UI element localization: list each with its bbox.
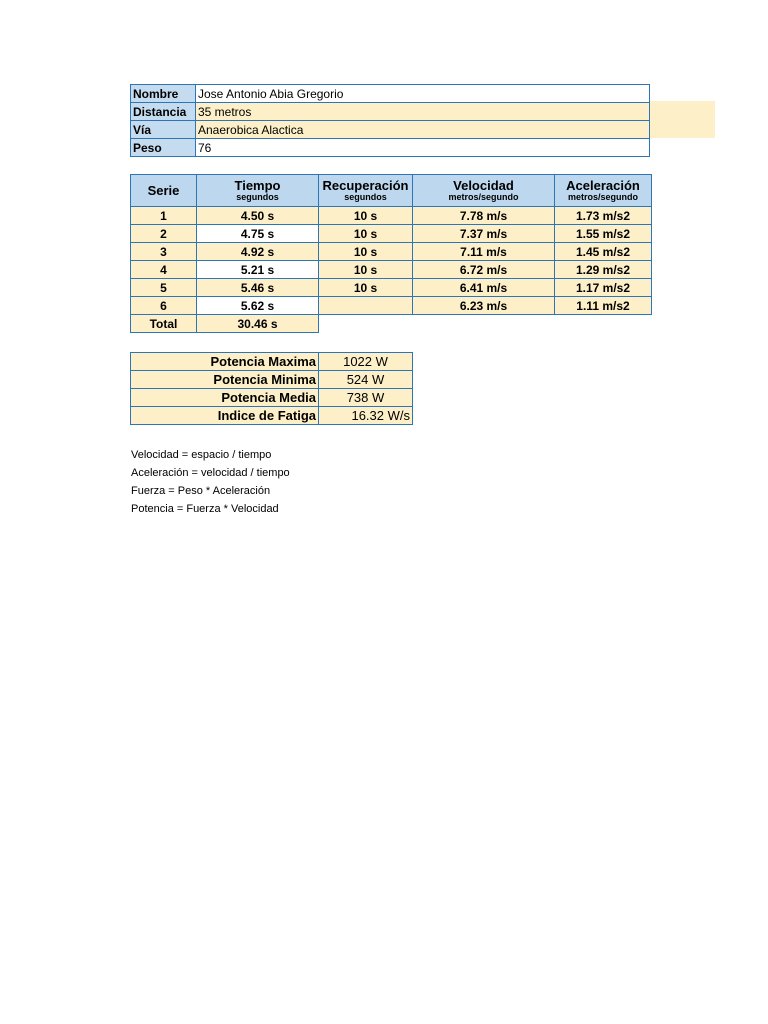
formula-velocidad: Velocidad = espacio / tiempo <box>131 449 272 461</box>
info-row-distancia <box>131 103 650 121</box>
table-row <box>131 279 652 297</box>
info-label: Vía <box>131 121 196 139</box>
power-value[interactable]: 524 W <box>319 371 413 389</box>
cell-serie[interactable]: 5 <box>131 279 197 297</box>
cell-recuperacion[interactable]: 10 s <box>319 279 413 297</box>
power-label: Potencia Maxima <box>131 353 319 371</box>
power-label: Potencia Media <box>131 389 319 407</box>
header-aceleracion: Aceleración metros/segundo <box>555 175 652 207</box>
cell-tiempo[interactable]: 4.92 s <box>197 243 319 261</box>
cell-velocidad[interactable]: 6.41 m/s <box>413 279 555 297</box>
cell-serie[interactable]: 2 <box>131 225 197 243</box>
info-value[interactable]: 76 <box>196 139 650 157</box>
cell-velocidad[interactable]: 7.78 m/s <box>413 207 555 225</box>
table-row <box>131 207 652 225</box>
table-row <box>131 297 652 315</box>
cell-velocidad[interactable]: 6.72 m/s <box>413 261 555 279</box>
cell-recuperacion[interactable]: 10 s <box>319 207 413 225</box>
cell-aceleracion[interactable]: 1.11 m/s2 <box>555 297 652 315</box>
table-row <box>131 261 652 279</box>
header-serie: Serie <box>131 175 197 207</box>
cell-recuperacion[interactable]: 10 s <box>319 225 413 243</box>
cell-aceleracion[interactable]: 1.73 m/s2 <box>555 207 652 225</box>
power-label: Potencia Minima <box>131 371 319 389</box>
power-value[interactable]: 1022 W <box>319 353 413 371</box>
series-table <box>130 174 652 333</box>
power-row-minima <box>131 371 413 389</box>
table-row <box>131 225 652 243</box>
info-value[interactable]: 35 metros <box>196 103 650 121</box>
formula-notes <box>131 446 290 518</box>
power-row-maxima <box>131 353 413 371</box>
cell-tiempo[interactable]: 5.46 s <box>197 279 319 297</box>
empty-cell <box>413 315 555 333</box>
cell-serie[interactable]: 3 <box>131 243 197 261</box>
power-row-media <box>131 389 413 407</box>
formula-fuerza: Fuerza = Peso * Aceleración <box>131 485 271 497</box>
power-label: Indice de Fatiga <box>131 407 319 425</box>
power-row-fatiga <box>131 407 413 425</box>
power-table <box>130 352 413 425</box>
total-label: Total <box>131 315 197 333</box>
power-value[interactable]: 738 W <box>319 389 413 407</box>
power-value[interactable]: 16.32 W/s <box>319 407 413 425</box>
info-row-via <box>131 121 650 139</box>
cell-tiempo[interactable]: 5.21 s <box>197 261 319 279</box>
cell-aceleracion[interactable]: 1.29 m/s2 <box>555 261 652 279</box>
info-label: Distancia <box>131 103 196 121</box>
cell-tiempo[interactable]: 5.62 s <box>197 297 319 315</box>
info-label: Peso <box>131 139 196 157</box>
info-value[interactable]: Jose Antonio Abia Gregorio <box>196 85 650 103</box>
cell-aceleracion[interactable]: 1.17 m/s2 <box>555 279 652 297</box>
cell-aceleracion[interactable]: 1.55 m/s2 <box>555 225 652 243</box>
empty-cell <box>555 315 652 333</box>
info-value[interactable]: Anaerobica Alactica <box>196 121 650 139</box>
series-header-row <box>131 175 652 207</box>
header-velocidad: Velocidad metros/segundo <box>413 175 555 207</box>
cell-velocidad[interactable]: 7.37 m/s <box>413 225 555 243</box>
info-label: Nombre <box>131 85 196 103</box>
formula-potencia: Potencia = Fuerza * Velocidad <box>131 503 279 515</box>
cell-aceleracion[interactable]: 1.45 m/s2 <box>555 243 652 261</box>
cell-tiempo[interactable]: 4.50 s <box>197 207 319 225</box>
cell-serie[interactable]: 1 <box>131 207 197 225</box>
total-row <box>131 315 652 333</box>
total-tiempo[interactable]: 30.46 s <box>197 315 319 333</box>
cell-recuperacion[interactable] <box>319 297 413 315</box>
header-recuperacion: Recuperación segundos <box>319 175 413 207</box>
cell-velocidad[interactable]: 7.11 m/s <box>413 243 555 261</box>
info-row-nombre <box>131 85 650 103</box>
athlete-info-table <box>130 84 650 157</box>
cell-serie[interactable]: 4 <box>131 261 197 279</box>
formula-aceleracion: Aceleración = velocidad / tiempo <box>131 467 290 479</box>
empty-cell <box>319 315 413 333</box>
info-row-peso <box>131 139 650 157</box>
cell-serie[interactable]: 6 <box>131 297 197 315</box>
cell-recuperacion[interactable]: 10 s <box>319 243 413 261</box>
cell-tiempo[interactable]: 4.75 s <box>197 225 319 243</box>
cell-recuperacion[interactable]: 10 s <box>319 261 413 279</box>
header-tiempo: Tiempo segundos <box>197 175 319 207</box>
cell-velocidad[interactable]: 6.23 m/s <box>413 297 555 315</box>
table-row <box>131 243 652 261</box>
